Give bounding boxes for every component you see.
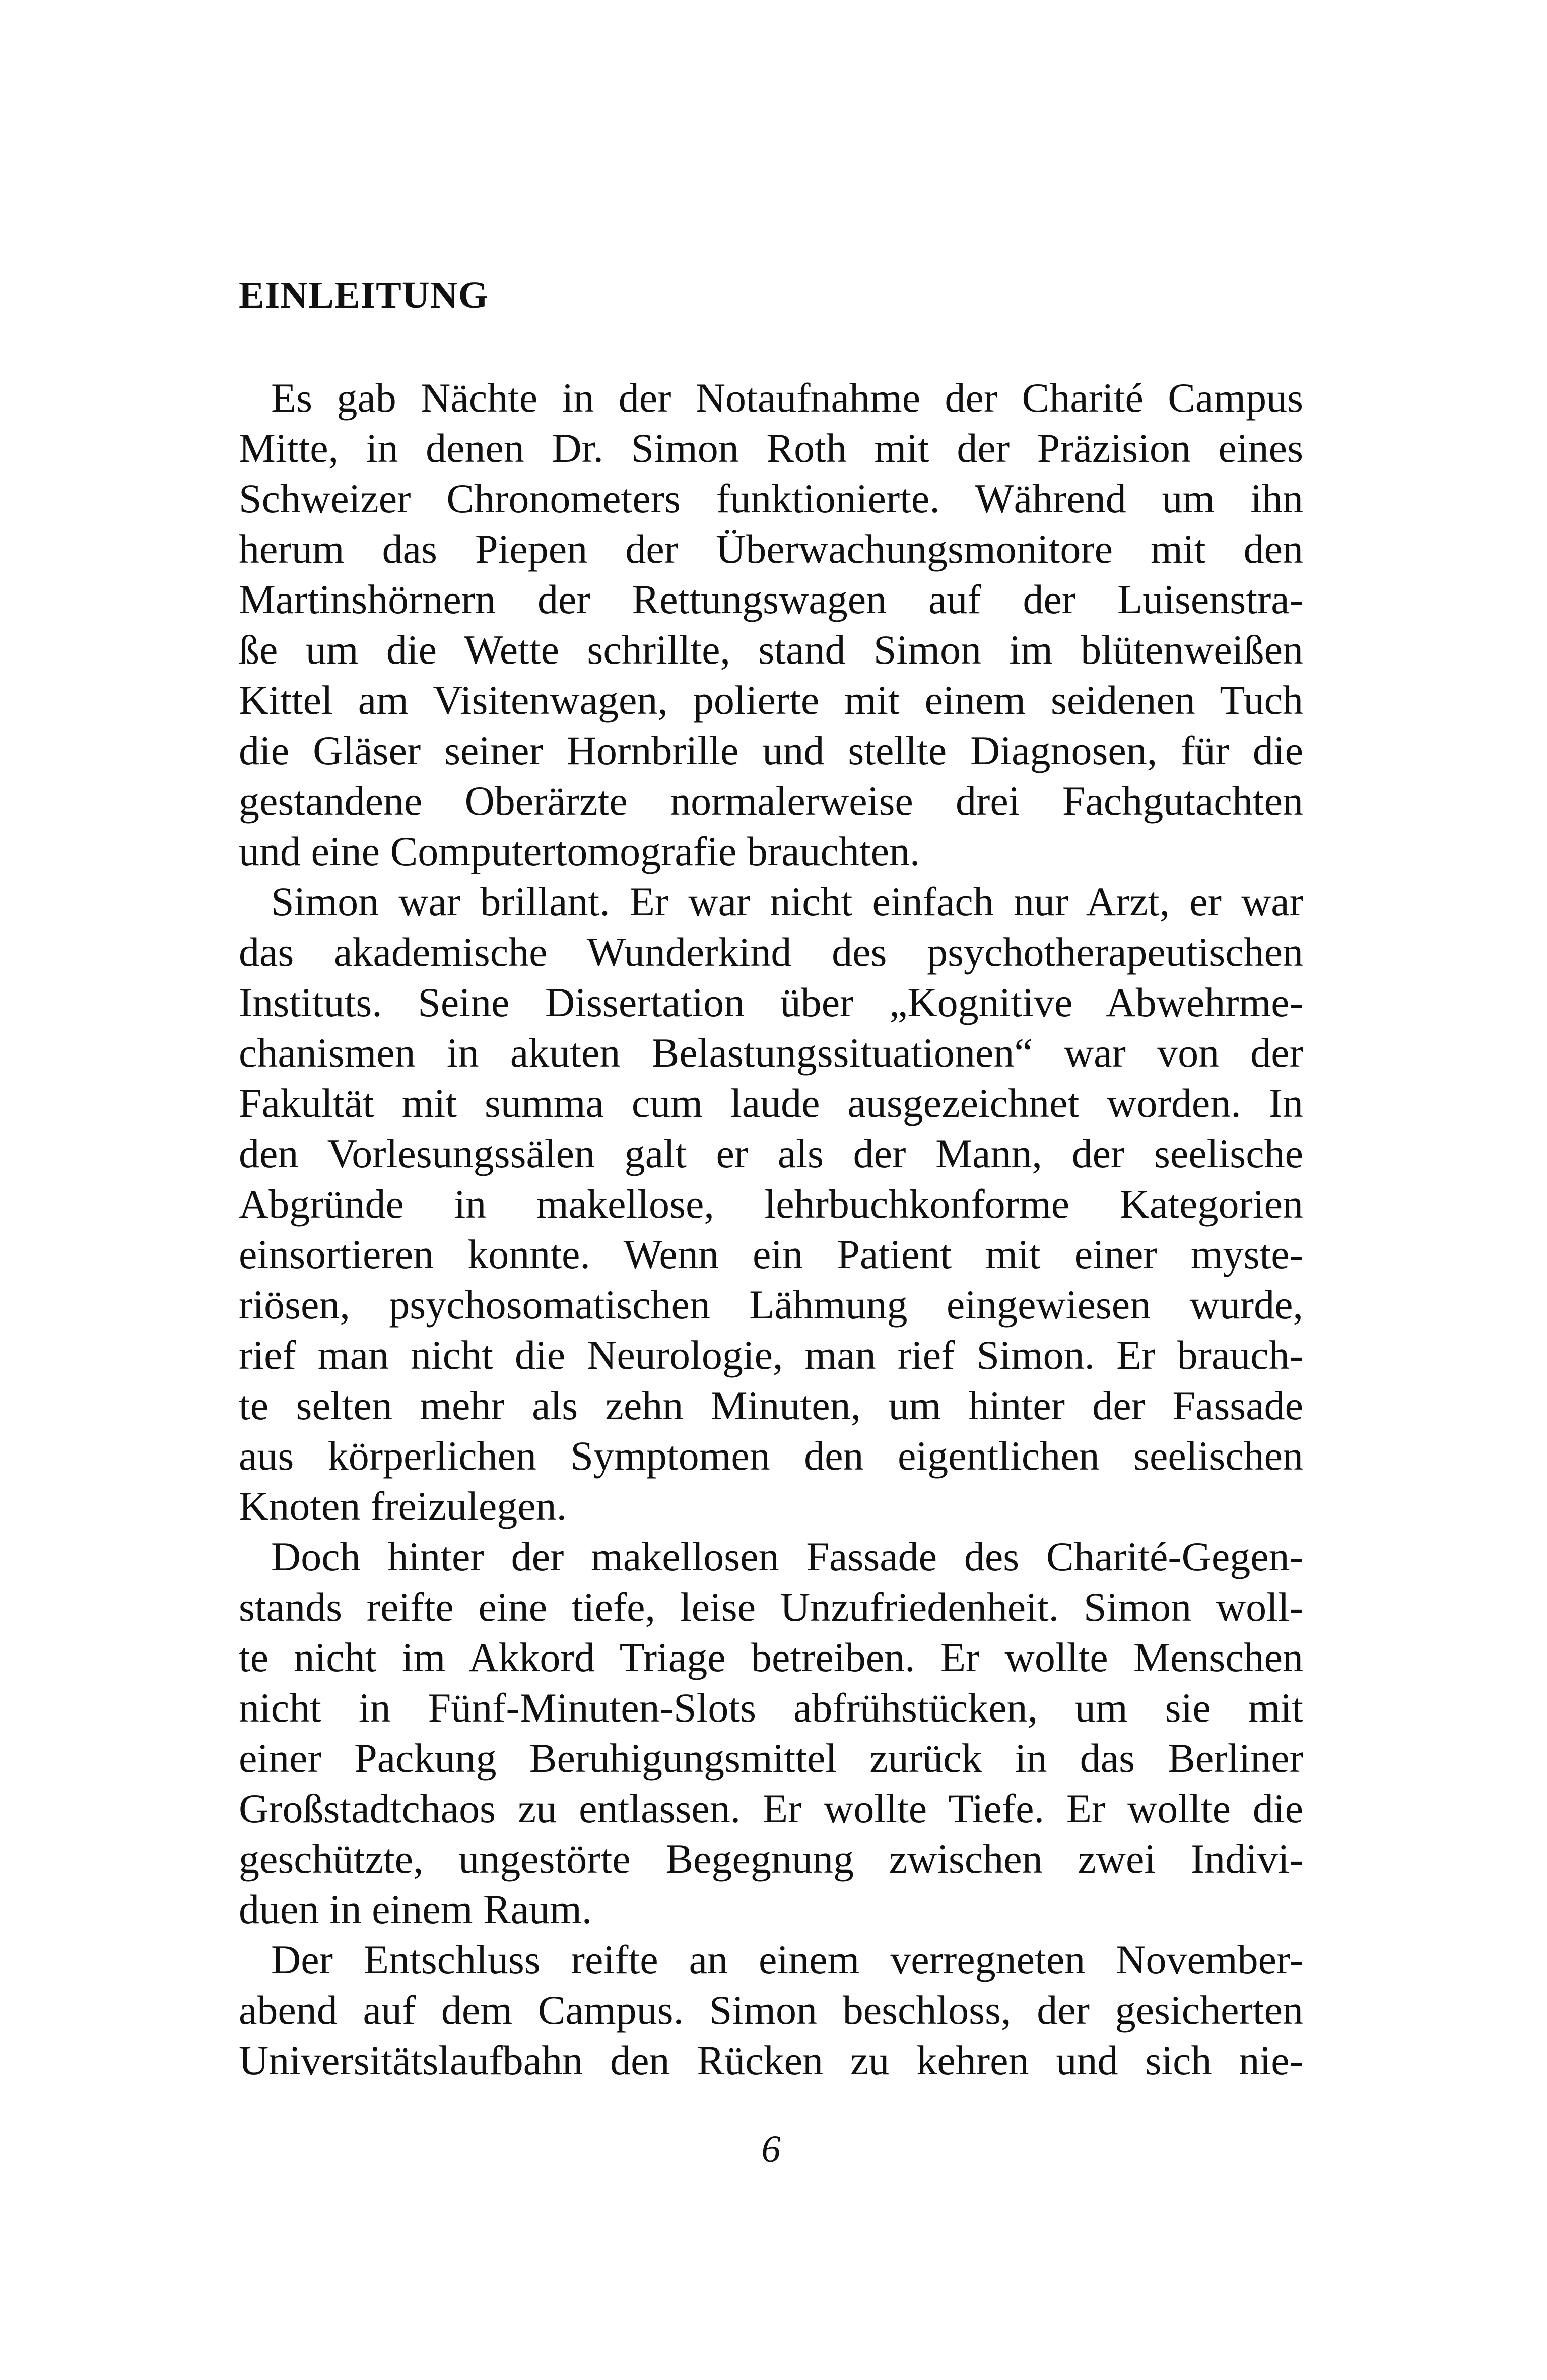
paragraph	[239, 1935, 1303, 2086]
text-line: Es gab Nächte in der Notaufnahme der Charité Campus	[271, 375, 1303, 421]
paragraph	[239, 877, 1303, 1532]
text-line: chanismen in akuten Belastungssituationen“ war von der	[239, 1030, 1303, 1076]
text-line: Fakultät mit summa cum laude ausgezeichnet worden. In	[239, 1080, 1303, 1126]
text-line: Abgründe in makellose, lehrbuchkonforme Kategorien	[239, 1181, 1303, 1227]
text-line: einsortieren konnte. Wenn ein Patient mit einer myste-	[239, 1231, 1303, 1277]
text-line: gestandene Oberärzte normalerweise drei Fachgutachten	[239, 778, 1303, 824]
text-line: stands reifte eine tiefe, leise Unzufriedenheit. Simon woll-	[239, 1584, 1303, 1630]
text-line: und eine Computertomografie brauchten.	[239, 828, 920, 874]
text-line: geschützte, ungestörte Begegnung zwischen zwei Indivi-	[239, 1836, 1303, 1882]
text-line: abend auf dem Campus. Simon beschloss, der gesicherten	[239, 1987, 1303, 2033]
chapter-heading: EINLEITUNG	[239, 274, 489, 316]
text-line: den Vorlesungssälen galt er als der Mann, der seelische	[239, 1131, 1303, 1176]
text-line: nicht in Fünf-Minuten-Slots abfrühstücken, um sie mit	[239, 1685, 1303, 1731]
text-line: rief man nicht die Neurologie, man rief Simon. Er brauch-	[239, 1332, 1303, 1378]
text-line: Schweizer Chronometers funktionierte. Während um ihn	[239, 476, 1303, 521]
text-line: ße um die Wette schrillte, stand Simon im blütenweißen	[239, 627, 1303, 673]
text-line: riösen, psychosomatischen Lähmung eingewiesen wurde,	[239, 1282, 1303, 1328]
chapter-body-text	[239, 373, 1303, 2086]
text-line: das akademische Wunderkind des psychotherapeutischen	[239, 929, 1303, 975]
text-line: Martinshörnern der Rettungswagen auf der Luisenstra-	[239, 576, 1303, 622]
text-line: Simon war brillant. Er war nicht einfach nur Arzt, er war	[271, 879, 1303, 924]
text-line: aus körperlichen Symptomen den eigentlichen seelischen	[239, 1433, 1303, 1479]
text-line: te nicht im Akkord Triage betreiben. Er wollte Menschen	[239, 1634, 1303, 1680]
text-line: te selten mehr als zehn Minuten, um hinter der Fassade	[239, 1382, 1303, 1428]
text-line: Mitte, in denen Dr. Simon Roth mit der Präzision eines	[239, 425, 1303, 471]
text-line: herum das Piepen der Überwachungsmonitore mit den	[239, 526, 1303, 572]
page-number: 6	[761, 2128, 781, 2170]
text-line: duen in einem Raum.	[239, 1886, 592, 1932]
book-page	[239, 0, 1303, 2380]
text-line: Kittel am Visitenwagen, polierte mit einem seidenen Tuch	[239, 677, 1303, 723]
paragraph	[239, 373, 1303, 877]
text-line: Knoten freizulegen.	[239, 1483, 567, 1529]
text-line: Großstadtchaos zu entlassen. Er wollte Tiefe. Er wollte die	[239, 1786, 1303, 1831]
text-line: Der Entschluss reifte an einem verregneten November-	[271, 1937, 1303, 1982]
text-line: Doch hinter der makellosen Fassade des Charité-Gegen-	[271, 1534, 1303, 1579]
paragraph	[239, 1532, 1303, 1935]
text-line: einer Packung Beruhigungsmittel zurück in das Berliner	[239, 1735, 1303, 1781]
text-line: die Gläser seiner Hornbrille und stellte Diagnosen, für die	[239, 728, 1303, 773]
text-line: Instituts. Seine Dissertation über „Kognitive Abwehrme-	[239, 979, 1303, 1025]
text-line: Universitätslaufbahn den Rücken zu kehren und sich nie-	[239, 2037, 1303, 2083]
